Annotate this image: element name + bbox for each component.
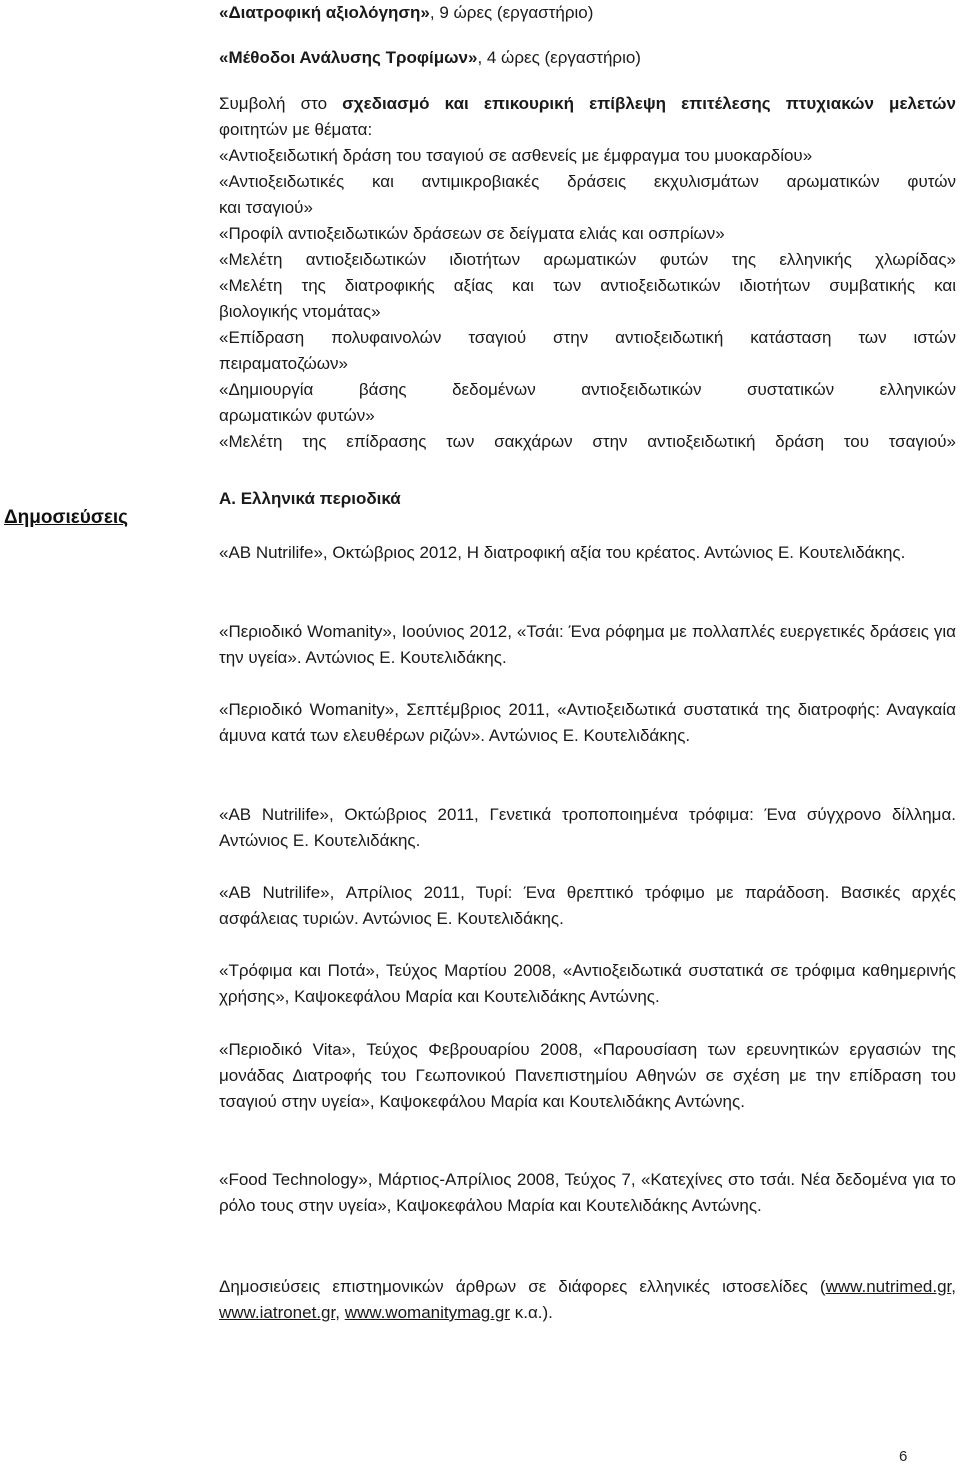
thesis-topic: «Μελέτη της διατροφικής αξίας και των αντιοξειδωτικών ιδιοτήτων συμβατικής και [219,276,956,295]
thesis-topic: βιολογικής ντομάτας» [219,302,381,321]
publication-item: «Τρόφιμα και Ποτά», Τεύχος Μαρτίου 2008, «Αντιοξειδωτικά συστατικά σε τρόφιμα καθημερινής χρήσης», Καψοκεφάλου Μαρία και Κουτελιδάκης Αντώνης. [219,961,956,1006]
web-publications: Δημοσιεύσεις επιστημονικών άρθρων σε διάφορες ελληνικές ιστοσελίδες (www.nutrimed.gr, www.iatronet.gr, www.womanitymag.gr κ.α.). [219,1277,956,1322]
link-nutrimed[interactable]: www.nutrimed.gr [825,1277,952,1296]
thesis-topic: «Επίδραση πολυφαινολών τσαγιού στην αντιοξειδωτική κατάσταση των ιστών [219,328,956,347]
link-iatronet[interactable]: www.iatronet.gr [219,1303,336,1322]
publication-item: «AB Nutrilife», Οκτώβριος 2012, Η διατροφική αξία του κρέατος. Αντώνιος Ε. Κουτελιδάκης. [219,543,906,562]
publication-item: «Food Technology», Μάρτιος-Απρίλιος 2008, Τεύχος 7, «Κατεχίνες στο τσάι. Νέα δεδομένα για το ρόλο τους στην υγεία», Καψοκεφάλου Μαρία και Κουτελιδάκης Αντώνης. [219,1170,956,1215]
thesis-topic: «Μελέτη αντιοξειδωτικών ιδιοτήτων αρωματικών φυτών της ελληνικής χλωρίδας» [219,250,956,269]
publication-item: «AB Nutrilife», Απρίλιος 2011, Τυρί: Ένα θρεπτικό τρόφιμο με παράδοση. Βασικές αρχές ασφάλειας τυριών. Αντώνιος Ε. Κουτελιδάκης. [219,883,956,928]
thesis-topic: αρωματικών φυτών» [219,406,375,425]
supervision-block [219,91,956,455]
thesis-topic: «Μελέτη της επίδρασης των σακχάρων στην αντιοξειδωτική δράση του τσαγιού» [219,432,956,451]
publications-section-label: Δημοσιεύσεις [4,507,129,528]
supervision-intro-line2: φοιτητών με θέματα: [219,120,373,139]
publications-block [219,486,956,512]
publication-item: «Περιοδικό Vita», Τεύχος Φεβρουαρίου 2008, «Παρουσίαση των ερευνητικών εργασιών της μονάδας Διατροφής του Γεωπονικού Πανεπιστημίου Αθηνών σε σχέση με την επίδραση του τσαγιού στην υγεία», Καψοκεφάλου Μαρία και Κουτελιδάκης Αντώνης. [219,1040,956,1111]
greek-journals-heading: Α. Ελληνικά περιοδικά [219,489,401,508]
publication-item: «Περιοδικό Womanity», Ιοούνιος 2012, «Τσάι: Ένα ρόφημα με πολλαπλές ευεργετικές δράσεις για την υγεία». Αντώνιος Ε. Κουτελιδάκης. [219,622,956,667]
thesis-topic: πειραματοζώων» [219,354,348,373]
thesis-topic: «Δημιουργία βάσης δεδομένων αντιοξειδωτικών συστατικών ελληνικών [219,380,956,399]
thesis-topic: «Αντιοξειδωτικές και αντιμικροβιακές δράσεις εκχυλισμάτων αρωματικών φυτών [219,172,956,191]
publication-item: «Περιοδικό Womanity», Σεπτέμβριος 2011, «Αντιοξειδωτικά συστατικά της διατροφής: Αναγκαία άμυνα κατά των ελευθέρων ριζών». Αντώνιος Ε. Κουτελιδάκης. [219,700,956,745]
page-number: 6 [899,1448,908,1465]
thesis-topic: «Προφίλ αντιοξειδωτικών δράσεων σε δείγματα ελιάς και οσπρίων» [219,224,725,243]
publication-item: «AB Nutrilife», Οκτώβριος 2011, Γενετικά τροποποιημένα τρόφιμα: Ένα σύγχρονο δίλλημα. Αντώνιος Ε. Κουτελιδάκης. [219,805,956,850]
link-womanitymag[interactable]: www.womanitymag.gr [344,1303,511,1322]
thesis-topic: «Αντιοξειδωτική δράση του τσαγιού σε ασθενείς με έμφραγμα του μυοκαρδίου» [219,146,813,165]
thesis-topic: και τσαγιού» [219,198,313,217]
course-line: «Διατροφική αξιολόγηση», 9 ώρες (εργαστήριο) [219,3,594,22]
supervision-intro: Συμβολή στο σχεδιασμό και επικουρική επίβλεψη επιτέλεσης πτυχιακών μελετών [219,94,956,113]
courses-block [219,0,956,71]
course-line: «Μέθοδοι Ανάλυσης Τροφίμων», 4 ώρες (εργαστήριο) [219,48,641,67]
